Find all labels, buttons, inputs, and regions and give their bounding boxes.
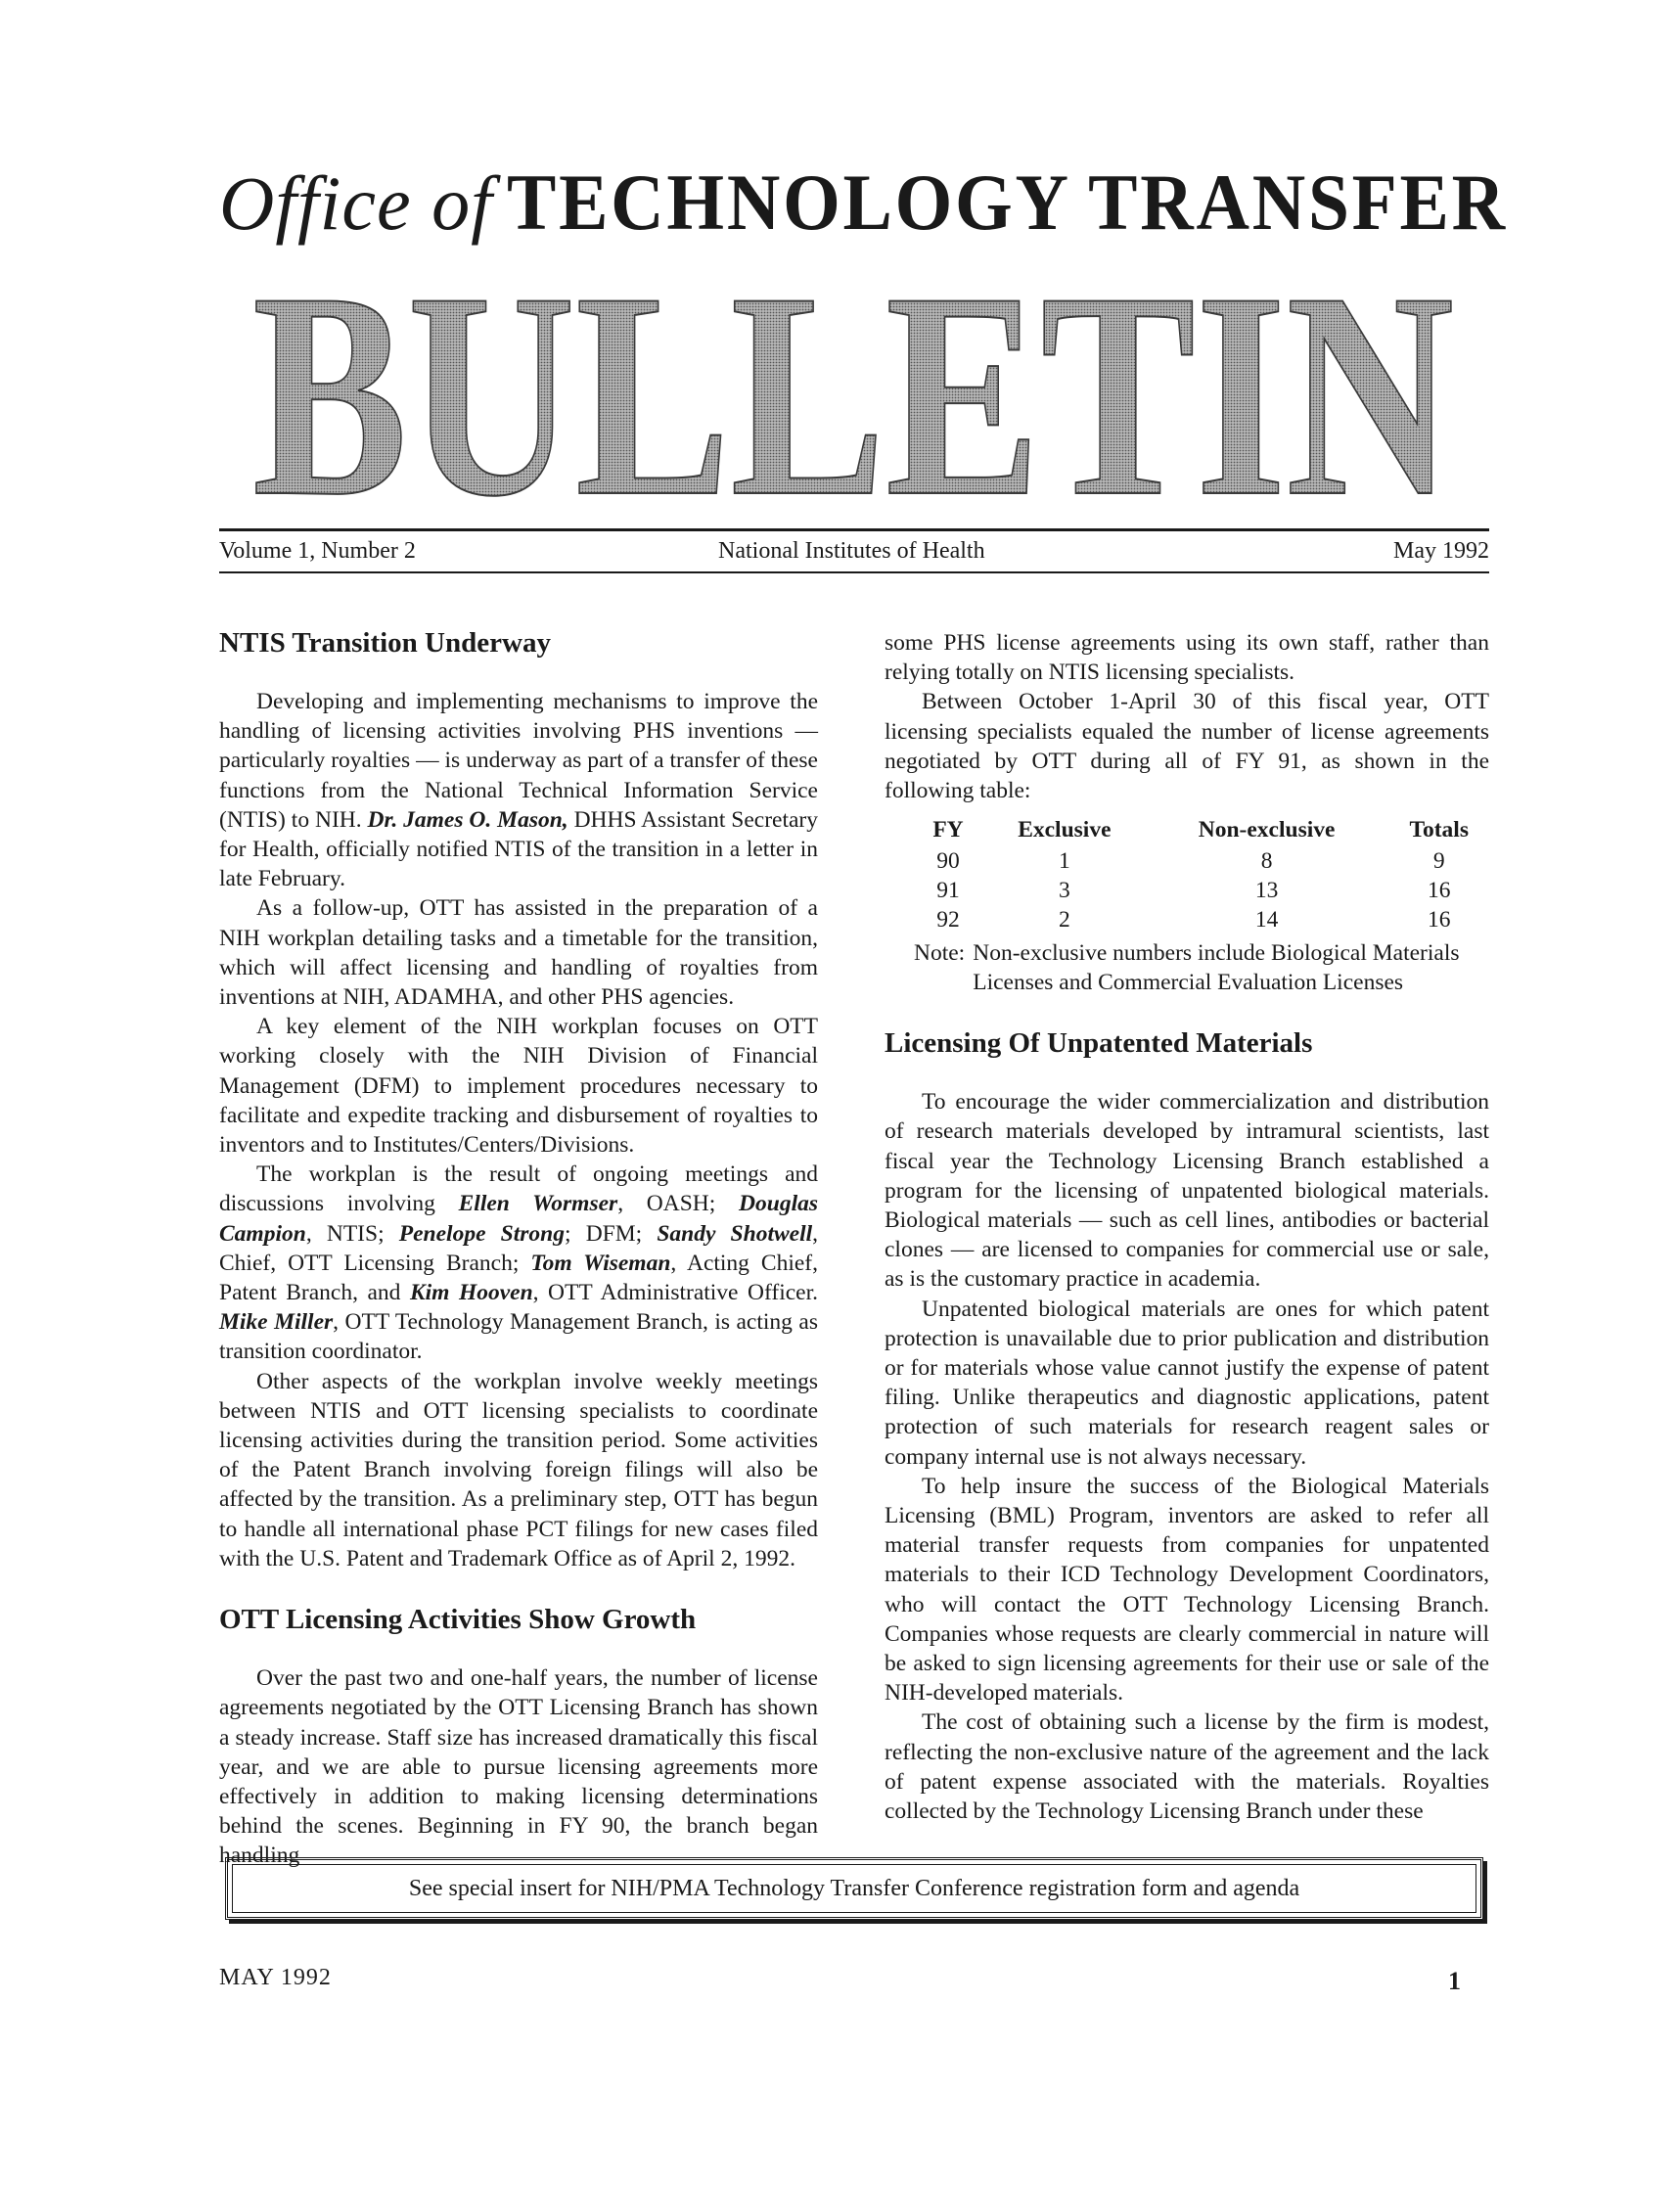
article-heading-licensing-growth: OTT Licensing Activities Show Growth <box>219 1604 697 1636</box>
article-heading-unpatented: Licensing Of Unpatented Materials <box>885 1027 1313 1060</box>
table-row <box>914 846 1491 876</box>
table-row <box>914 905 1491 934</box>
left-column <box>219 626 818 1871</box>
table-cell: 3 <box>1058 878 1070 904</box>
masthead-info-line <box>219 538 1489 573</box>
table-header: FY <box>932 817 964 843</box>
table-note <box>914 938 1489 997</box>
masthead-title <box>219 158 1595 247</box>
article-paragraph: A key element of the NIH workplan focuses on OTT working closely with the NIH Division of Financial Management (DFM) to implement procedures necessary to facilitate and expedite tracking and disbursement of royalties to inventors and to Institutes/Centers/Divisions. <box>219 1014 818 1159</box>
bulletin-wordmark-text: BULLETIN <box>252 252 1454 497</box>
footer-date: MAY 1992 <box>219 1965 332 1990</box>
table-cell: 91 <box>936 878 960 904</box>
article-heading-ntis: NTIS Transition Underway <box>219 627 551 659</box>
table-note-label: Note: <box>914 940 966 967</box>
article-paragraph: The workplan is the result of ongoing meetings and discussions involving Ellen Wormser, OASH; Douglas Campion, NTIS; Penelope Strong; DFM; Sandy Shotwell, Chief, OTT Licensing Branch; Tom Wiseman, Acting Chief, Patent Branch, and Kim Hooven, OTT Administrative Officer. Mike Miller, OTT Technology Management Branch, is acting as transition coordinator. <box>219 1161 819 1365</box>
table-cell: 16 <box>1427 907 1451 933</box>
table-cell: 14 <box>1254 907 1279 933</box>
table-header: Exclusive <box>1018 817 1112 843</box>
article-paragraph: Between October 1-April 30 of this fiscal year, OTT licensing specialists equaled the number of license agreements negotiated by OTT during all of FY 91, as shown in the following table: <box>885 689 1489 804</box>
article-paragraph-continued: some PHS license agreements using its own staff, rather than relying totally on NTIS licensing specialists. <box>885 630 1489 686</box>
bulletin-wordmark <box>252 252 1456 497</box>
table-cell: 90 <box>936 848 960 875</box>
volume-number: Volume 1, Number 2 <box>219 538 416 564</box>
insert-notice-text: See special insert for NIH/PMA Technology Transfer Conference registration form and agenda <box>408 1875 1300 1901</box>
table-cell: 1 <box>1058 848 1070 875</box>
table-cell: 16 <box>1427 878 1451 904</box>
table-header-row <box>914 813 1491 846</box>
table-note-text: Non-exclusive numbers include Biological Materials Licenses and Commercial Evaluation Licenses <box>973 940 1460 996</box>
article-paragraph: As a follow-up, OTT has assisted in the preparation of a NIH workplan detailing tasks and a timetable for the transition, which will affect licensing and handling of royalties from inventions at NIH, ADAMHA, and other PHS agencies. <box>219 895 818 1011</box>
office-of-text: Office of <box>219 160 493 246</box>
table-cell: 13 <box>1254 878 1279 904</box>
technology-transfer-text: TECHNOLOGY TRANSFER <box>506 158 1508 247</box>
table-cell: 8 <box>1260 848 1273 875</box>
insert-notice-box <box>225 1857 1483 1920</box>
right-column <box>885 628 1489 1826</box>
article-paragraph: Over the past two and one-half years, the number of license agreements negotiated by the OTT Licensing Branch has shown a steady increase. Staff size has increased dramatically this fiscal year, and we are able to pursue licensing agreements more effectively in addition to making licensing determinations behind the scenes. Beginning in FY 90, the branch began handling <box>219 1665 818 1869</box>
table-row <box>914 876 1491 905</box>
page-number: 1 <box>1448 1967 1461 1995</box>
article-paragraph: To encourage the wider commercialization and distribution of research materials developed by intramural scientists, last fiscal year the Technology Licensing Branch established a program for the licensing of unpatented biological materials. Biological materials — such as cell lines, antibodies or bacterial clones — are licensed to companies for commercial use or sale, as is the customary practice in academia. <box>885 1089 1489 1293</box>
article-paragraph: To help insure the success of the Biological Materials Licensing (BML) Program, inventors are asked to refer all material transfer requests from companies for unpatented materials to their ICD Technology Development Coordinators, who will contact the OTT Technology Licensing Branch. Companies whose requests are clearly commercial in nature will be asked to sign licensing agreements for their use or sale of the NIH-developed materials. <box>885 1473 1489 1707</box>
table-cell: 9 <box>1432 848 1445 875</box>
masthead-rule-bottom <box>219 571 1489 573</box>
article-paragraph: Unpatented biological materials are ones for which patent protection is unavailable due to prior publication and distribution or for materials whose value cannot justify the expense of patent filing. Unlike therapeutics and diagnostic applications, patent protection of such materials for research reagent sales or company internal use is not always necessary. <box>885 1296 1489 1470</box>
table-cell: 2 <box>1058 907 1070 933</box>
article-paragraph: Other aspects of the workplan involve weekly meetings between NTIS and OTT licensing specialists to coordinate licensing activities during the transition period. Some activities of the Patent Branch involving foreign filings will also be affected by the transition. As a preliminary step, OTT has begun to handle all international phase PCT filings for new cases filed with the U.S. Patent and Trademark Office as of April 2, 1992. <box>219 1368 818 1571</box>
table-header: Non-exclusive <box>1198 817 1336 843</box>
article-paragraph: The cost of obtaining such a license by the firm is modest, reflecting the non-exclusive nature of the agreement and the lack of patent expense associated with the materials. Royalties collected by the Technology Licensing Branch under these <box>885 1709 1489 1825</box>
issue-date: May 1992 <box>1393 538 1489 564</box>
license-agreements-table <box>914 813 1491 934</box>
article-paragraph: Developing and implementing mechanisms to improve the handling of licensing activities involving PHS inventions — particularly royalties — is underway as part of a transfer of these functions from the National Technical Information Service (NTIS) to NIH. Dr. James O. Mason, DHHS Assistant Secretary for Health, officially notified NTIS of the transition in a letter in late February. <box>219 689 818 892</box>
table-cell: 92 <box>936 907 960 933</box>
publisher-name: National Institutes of Health <box>718 538 985 564</box>
masthead-rule-top <box>219 528 1489 531</box>
table-header: Totals <box>1409 817 1469 843</box>
